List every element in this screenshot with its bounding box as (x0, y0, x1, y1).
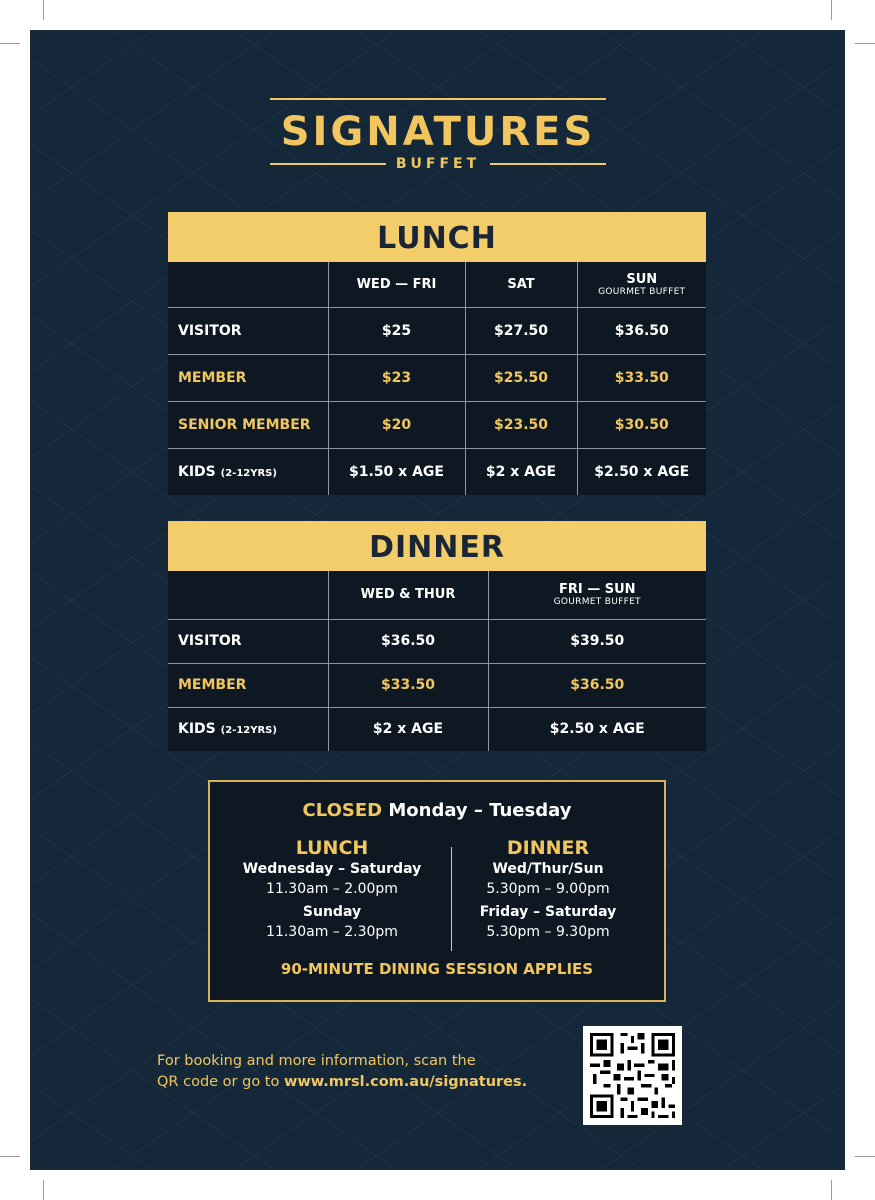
price-cell: $33.50 (577, 354, 706, 401)
column-subheader: GOURMET BUFFET (598, 286, 686, 297)
lunch-hours-title: LUNCH (295, 837, 369, 859)
dinner-banner: DINNER (168, 521, 706, 571)
table-row (168, 354, 706, 401)
price-cell: $33.50 (328, 663, 488, 707)
table-row (168, 663, 706, 707)
crop-mark (43, 0, 44, 20)
table-row (168, 707, 706, 751)
lunch-hours (222, 837, 442, 945)
qr-code-icon[interactable] (583, 1026, 682, 1125)
crop-mark (831, 1180, 832, 1200)
price-cell: $25 (328, 307, 465, 354)
dinner-table (168, 571, 706, 751)
price-cell: $1.50 x AGE (328, 448, 465, 495)
opening-hours-box (208, 780, 666, 1002)
price-cell: $36.50 (577, 307, 706, 354)
header-empty-cell (168, 262, 328, 307)
price-cell: $30.50 (577, 401, 706, 448)
logo-brand: SIGNATURES (280, 109, 596, 155)
table-row (168, 307, 706, 354)
crop-mark (831, 0, 832, 20)
logo-subtitle-row (270, 156, 606, 172)
closed-notice (210, 800, 664, 821)
column-header: WED & THUR (328, 571, 488, 619)
hours-days: Wednesday – Saturday (242, 861, 422, 877)
lunch-banner: LUNCH (168, 212, 706, 262)
age-range: (2-12YRS) (220, 467, 277, 479)
crop-mark (43, 1180, 44, 1200)
table-row (168, 448, 706, 495)
price-cell: $2.50 x AGE (577, 448, 706, 495)
crop-mark (0, 1156, 20, 1157)
price-cell: $39.50 (488, 619, 706, 663)
hours-time: 5.30pm – 9.00pm (486, 881, 610, 897)
row-label: KIDS (2-12YRS) (178, 463, 277, 480)
booking-info (157, 1051, 577, 1093)
row-label: SENIOR MEMBER (168, 401, 328, 448)
header-empty-cell (168, 571, 328, 619)
booking-url-link[interactable]: www.mrsl.com.au/signatures. (283, 1074, 528, 1090)
row-label: KIDS (2-12YRS) (178, 721, 277, 738)
table-row (168, 401, 706, 448)
price-cell: $20 (328, 401, 465, 448)
column-header: WED — FRI (328, 262, 465, 307)
hours-time: 11.30am – 2.30pm (266, 924, 398, 940)
column-header: SUN GOURMET BUFFET (577, 262, 706, 307)
crop-mark (855, 43, 875, 44)
price-cell: $23 (328, 354, 465, 401)
logo-rule (270, 98, 606, 100)
session-note: 90-MINUTE DINING SESSION APPLIES (280, 960, 594, 978)
row-label: MEMBER (168, 663, 328, 707)
menu-poster (30, 30, 845, 1170)
row-label: VISITOR (168, 619, 328, 663)
price-cell: $2 x AGE (465, 448, 577, 495)
dinner-hours (438, 837, 658, 945)
price-cell: $25.50 (465, 354, 577, 401)
logo-subtitle: BUFFET (395, 156, 481, 172)
price-cell: $27.50 (465, 307, 577, 354)
booking-line-1: For booking and more information, scan the (157, 1053, 476, 1069)
hours-days: Wed/Thur/Sun (492, 861, 604, 877)
booking-line-2: QR code or go to www.mrsl.com.au/signatures. (157, 1074, 528, 1090)
table-row (168, 619, 706, 663)
column-header: SAT (465, 262, 577, 307)
signatures-logo (270, 98, 606, 172)
logo-rule (490, 163, 606, 165)
dinner-hours-title: DINNER (506, 837, 590, 859)
lunch-table (168, 262, 706, 495)
closed-word: CLOSED (302, 800, 383, 821)
price-cell: $23.50 (465, 401, 577, 448)
price-cell: $2.50 x AGE (488, 707, 706, 751)
crop-mark (0, 43, 20, 44)
age-range: (2-12YRS) (220, 725, 277, 737)
column-subheader: GOURMET BUFFET (553, 597, 641, 608)
closed-days: Monday – Tuesday (388, 800, 572, 821)
hours-time: 11.30am – 2.00pm (266, 881, 398, 897)
price-cell: $36.50 (328, 619, 488, 663)
table-header-row (168, 571, 706, 619)
column-header: FRI — SUN GOURMET BUFFET (488, 571, 706, 619)
row-label: MEMBER (168, 354, 328, 401)
hours-time: 5.30pm – 9.30pm (486, 924, 610, 940)
dinner-price-table (168, 521, 706, 751)
hours-days: Friday – Saturday (479, 904, 617, 920)
hours-days: Sunday (302, 904, 362, 920)
logo-rule (270, 163, 386, 165)
price-cell: $2 x AGE (328, 707, 488, 751)
crop-mark (855, 1156, 875, 1157)
hours-columns (210, 837, 664, 955)
lunch-price-table (168, 212, 706, 495)
table-header-row (168, 262, 706, 307)
price-cell: $36.50 (488, 663, 706, 707)
row-label: VISITOR (168, 307, 328, 354)
